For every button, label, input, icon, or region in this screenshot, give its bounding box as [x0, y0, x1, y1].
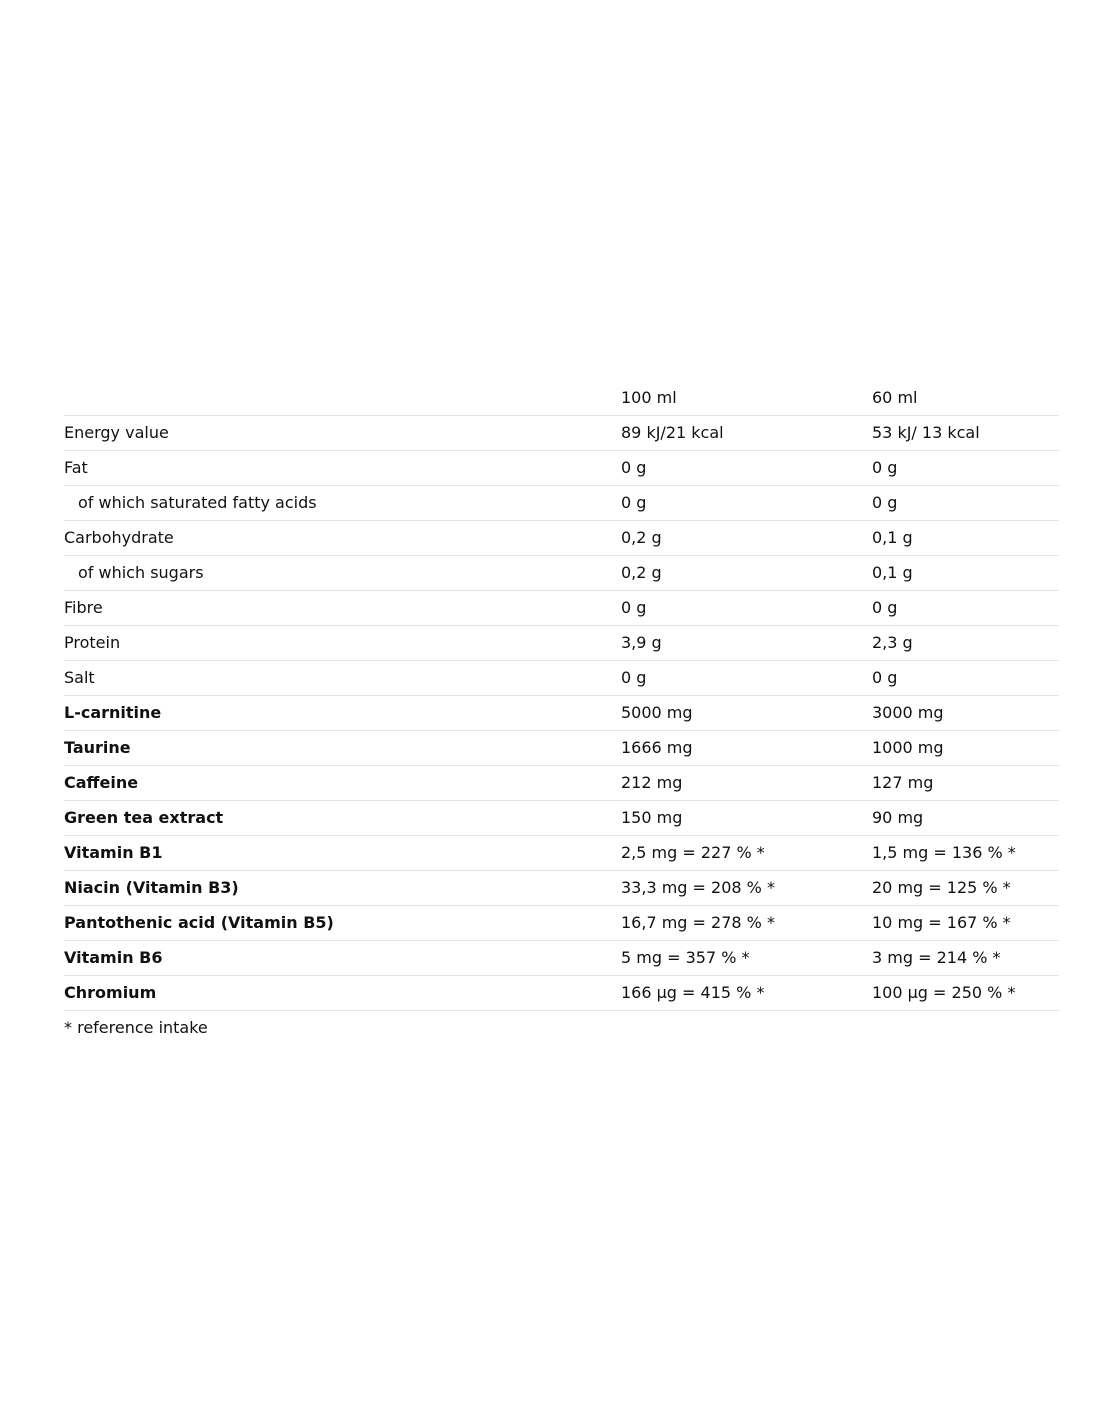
value-60ml: 0,1 g	[872, 556, 1059, 591]
value-60ml: 0 g	[872, 486, 1059, 521]
table-row	[64, 486, 1059, 521]
value-100ml: 5000 mg	[621, 696, 872, 731]
header-nutrient	[64, 381, 621, 416]
value-100ml: 5 mg = 357 % *	[621, 941, 872, 976]
nutrient-name: Energy value	[64, 416, 621, 451]
table-row	[64, 941, 1059, 976]
table-row	[64, 906, 1059, 941]
table-row	[64, 766, 1059, 801]
value-60ml: 1000 mg	[872, 731, 1059, 766]
table-row	[64, 836, 1059, 871]
value-60ml: 3000 mg	[872, 696, 1059, 731]
nutrient-name: Chromium	[64, 976, 621, 1011]
value-100ml: 0 g	[621, 591, 872, 626]
table-row	[64, 556, 1059, 591]
value-60ml: 127 mg	[872, 766, 1059, 801]
nutrient-name: Protein	[64, 626, 621, 661]
value-100ml: 3,9 g	[621, 626, 872, 661]
value-100ml: 16,7 mg = 278 % *	[621, 906, 872, 941]
value-100ml: 166 µg = 415 % *	[621, 976, 872, 1011]
value-100ml: 0 g	[621, 486, 872, 521]
value-60ml: 0,1 g	[872, 521, 1059, 556]
value-60ml: 20 mg = 125 % *	[872, 871, 1059, 906]
value-100ml: 0,2 g	[621, 556, 872, 591]
header-per-100ml: 100 ml	[621, 381, 872, 416]
value-60ml: 3 mg = 214 % *	[872, 941, 1059, 976]
value-60ml: 10 mg = 167 % *	[872, 906, 1059, 941]
table-row	[64, 626, 1059, 661]
table-row	[64, 801, 1059, 836]
value-60ml: 0 g	[872, 661, 1059, 696]
value-100ml: 33,3 mg = 208 % *	[621, 871, 872, 906]
table-row	[64, 451, 1059, 486]
value-60ml: 0 g	[872, 451, 1059, 486]
nutrient-name: of which sugars	[64, 556, 621, 591]
nutrition-table	[64, 381, 1059, 1011]
value-100ml: 2,5 mg = 227 % *	[621, 836, 872, 871]
table-row	[64, 871, 1059, 906]
nutrient-name: Carbohydrate	[64, 521, 621, 556]
nutrition-facts	[64, 381, 1059, 1038]
value-60ml: 0 g	[872, 591, 1059, 626]
nutrient-name: Taurine	[64, 731, 621, 766]
value-100ml: 1666 mg	[621, 731, 872, 766]
nutrient-name: Caffeine	[64, 766, 621, 801]
value-60ml: 90 mg	[872, 801, 1059, 836]
header-per-60ml: 60 ml	[872, 381, 1059, 416]
table-row	[64, 591, 1059, 626]
value-60ml: 1,5 mg = 136 % *	[872, 836, 1059, 871]
footnote: * reference intake	[64, 1018, 208, 1037]
value-100ml: 212 mg	[621, 766, 872, 801]
value-60ml: 2,3 g	[872, 626, 1059, 661]
table-row	[64, 521, 1059, 556]
nutrient-name: of which saturated fatty acids	[64, 486, 621, 521]
value-60ml: 53 kJ/ 13 kcal	[872, 416, 1059, 451]
nutrient-name: Green tea extract	[64, 801, 621, 836]
header-row	[64, 381, 1059, 416]
value-100ml: 150 mg	[621, 801, 872, 836]
table-row	[64, 731, 1059, 766]
nutrient-name: Vitamin B6	[64, 941, 621, 976]
nutrient-name: Fat	[64, 451, 621, 486]
table-row	[64, 976, 1059, 1011]
nutrient-name: L-carnitine	[64, 696, 621, 731]
table-row	[64, 416, 1059, 451]
nutrient-name: Salt	[64, 661, 621, 696]
nutrient-name: Fibre	[64, 591, 621, 626]
value-100ml: 0 g	[621, 661, 872, 696]
nutrient-name: Pantothenic acid (Vitamin B5)	[64, 906, 621, 941]
value-60ml: 100 µg = 250 % *	[872, 976, 1059, 1011]
nutrient-name: Vitamin B1	[64, 836, 621, 871]
value-100ml: 0 g	[621, 451, 872, 486]
nutrient-name: Niacin (Vitamin B3)	[64, 871, 621, 906]
table-row	[64, 696, 1059, 731]
value-100ml: 89 kJ/21 kcal	[621, 416, 872, 451]
table-row	[64, 661, 1059, 696]
value-100ml: 0,2 g	[621, 521, 872, 556]
